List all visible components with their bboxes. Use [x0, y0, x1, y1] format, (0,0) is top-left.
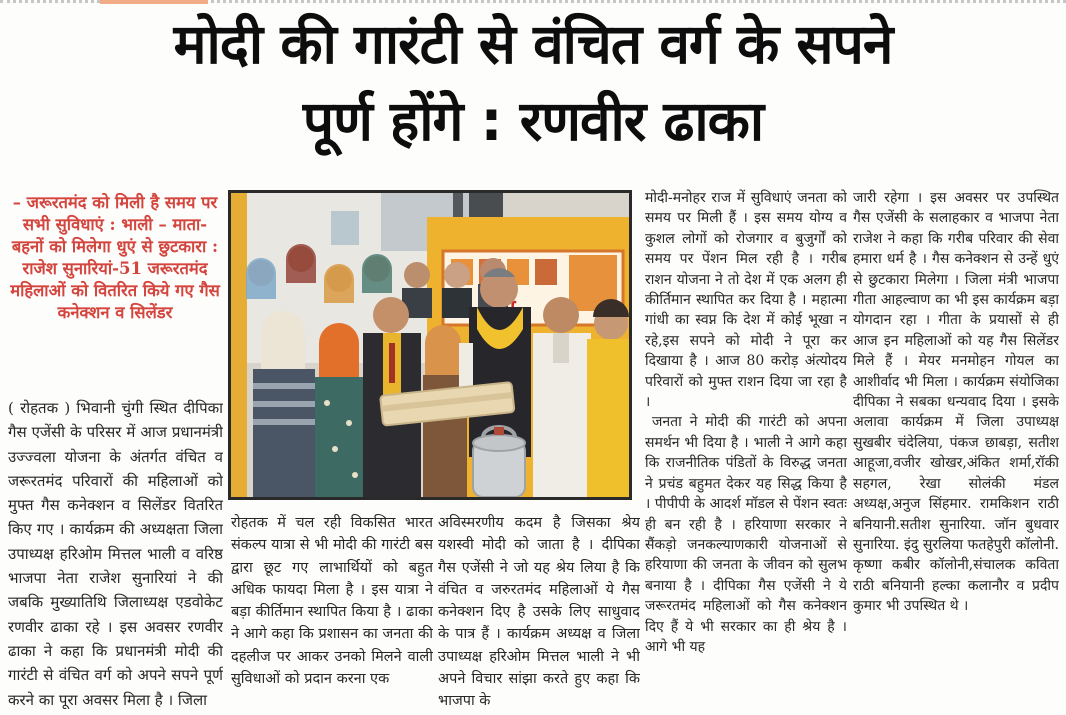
top-rule-accent: [100, 0, 208, 4]
article-column-1: ( रोहतक ) भिवानी चुंगी स्थित दीपिका गैस एजेंसी के परिसर में आज प्रधानमंत्री उज्ज्वला योजना के अंतर्गत वंचित व जरूरतमंद परिवारों की महिलाओं को मुफ्त गैस कनेक्शन व सिलेंडर वितरित किए गए । कार्यक्रम की अध्यक्षता जिला उपाध्यक्ष हरिओम मित्तल भाली व वरिष्ठ भाजपा नेता राजेश सुनारियां ने की जबकि मुख्यातिथि जिलाध्यक्ष एडवोकेट रणवीर ढाका रहे । इस अवसर रणवीर ढाका ने कहा कि प्रधानमंत्री मोदी की गारंटी से वंचित वर्ग को अपने सपने पूर्ण करने का पूरा अवसर मिला है । जिला: [8, 399, 223, 709]
article-photo: [228, 190, 632, 500]
article-column-5: जारी रहेगा । इस अवसर पर उपस्थित गैस एजेंसी के सलाहकार व भाजपा नेता राजेश ने कहा कि गरीब परिवार की सेवा हमारा धर्म है । गैस कनेक्शन से उन्हें धुएं से छुटकारा मिलेगा । जिला मंत्री भाजपा गीता आहल्वाण का भी इस कार्यक्रम बड़ा योगदान रहा । गीता के प्रयासों से ही आज इन महिलाओं को यह गैस सिलेंडर मिले हैं । मेयर मनमोहन गोयल का आशीर्वाद भी मिला । कार्यक्रम संयोजिका दीपिका ने सबका धन्यवाद दिया । इसके अलावा कार्यक्रम में जिला उपाध्यक्ष सुखबीर चंदेलिया, पंकज छाबड़ा, सतीश आहूजा,वजीर खोखर,अंकित शर्मा,रॉकी सहगल, रेखा सोलंकी मंडल अध्यक्ष,अनुज सिंहमार. रामकिशन राठी बनियानी.सतीश सुनारिया. जॉन बुधवार सुनारिया. इंदु सुरलिया फतहेपुरी कॉलोनी. कृष्णा कबीर कॉलोनी,संचालक कविता राठी बनियानी हल्का कलानौर व प्रदीप कुमार भी उपस्थित थे ।: [853, 190, 1059, 615]
headline-line-1: मोदी की गारंटी से वंचित वर्ग के सपने: [173, 12, 893, 76]
headline: [20, 6, 1046, 174]
lead-summary-red: – जरूरतमंद को मिली है समय पर सभी सुविधाएं : भाली – माता-बहनों को मिलेगा धुएं से छुटकारा : राजेश सुनारियां-51 जरूरतमंद महिलाओं को वितरित किये गए गैस कनेक्शन व सिलेंडर: [10, 193, 220, 322]
article-column-4: [645, 188, 847, 715]
column-4-paragraph-1: मोदी-मनोहर राज में सुविधाएं जनता को समय पर मिली हैं । इस समय योग्य व कुशल लोगों को रोजगार व बुजुर्गों को समय पर पेंशन मिल रही है । गरीब राशन योजना ने तो देश में एक अलग ही कीर्तिमान स्थापित कर दिया है । महात्मा गांधी का स्वप्न कि देश में कोई भूखा न रहे,इस सपने को मोदी ने पूरा कर दिखाया है । आज 80 करोड़ अंत्योदय परिवारों को मुफ्त राशन दिया जा रहा है ।: [645, 190, 847, 411]
article-column-2: रोहतक में चल रही विकसित भारत संकल्प यात्रा से भी मोदी की गारंटी बस द्वारा छूट गए लाभार्थियों को बहुत अधिक फायदा मिला है । इस यात्रा ने बड़ा कीर्तिमान स्थापित किया है । ढाका ने आगे कहा कि प्रशासन का जनता की दहलीज पर आकर उनको मिलने वाली सुविधाओं को प्रदान करना एक: [231, 515, 433, 688]
gas-cylinder-icon: [473, 427, 525, 497]
article-column-3: अविस्मरणीय कदम है जिसका श्रेय यशस्वी मोदी को जाता है । दीपिका गैस एजेंसी ने जो यह श्रेय लिया है कि वंचित व जरुरतमंद महिलाओं ये गैस कनेक्शन दिए है उसके लिए साधुवाद के पात्र हैं । कार्यक्रम अध्यक्ष व जिला उपाध्यक्ष हरिओम मित्तल भाली ने भी अपने विचार सांझा करते हुए कहा कि भाजपा के: [438, 515, 640, 710]
window: [331, 211, 359, 245]
photo-illustration: [231, 193, 629, 497]
column-4-paragraph-2: जनता ने मोदी की गारंटी को अपना समर्थन भी दिया है । भाली ने आगे कहा कि राजनीतिक पंडितों के विरुद्ध जनता ने प्रचंड बहुमत देकर यह सिद्ध किया है । पीपीपी के आदर्श मॉडल से पेंशन स्वतः ही बन रही है । हरियाणा सरकार ने सैंकड़ो जनकल्याणकारी योजनाओं से हरियाणा की जनता के जीवन को सुलभ बनाया है । दीपिका गैस एजेंसी ने ये जरूरतमंद महिलाओं को गैस कनेक्शन दिए हैं ये भी सरकार का ही श्रेय है । आगे भी यह: [645, 414, 847, 655]
dark-beam: [469, 193, 503, 219]
headline-line-2: पूर्ण होंगे : रणवीर ढाका: [302, 89, 764, 153]
left-yellow-wall: [231, 193, 247, 497]
